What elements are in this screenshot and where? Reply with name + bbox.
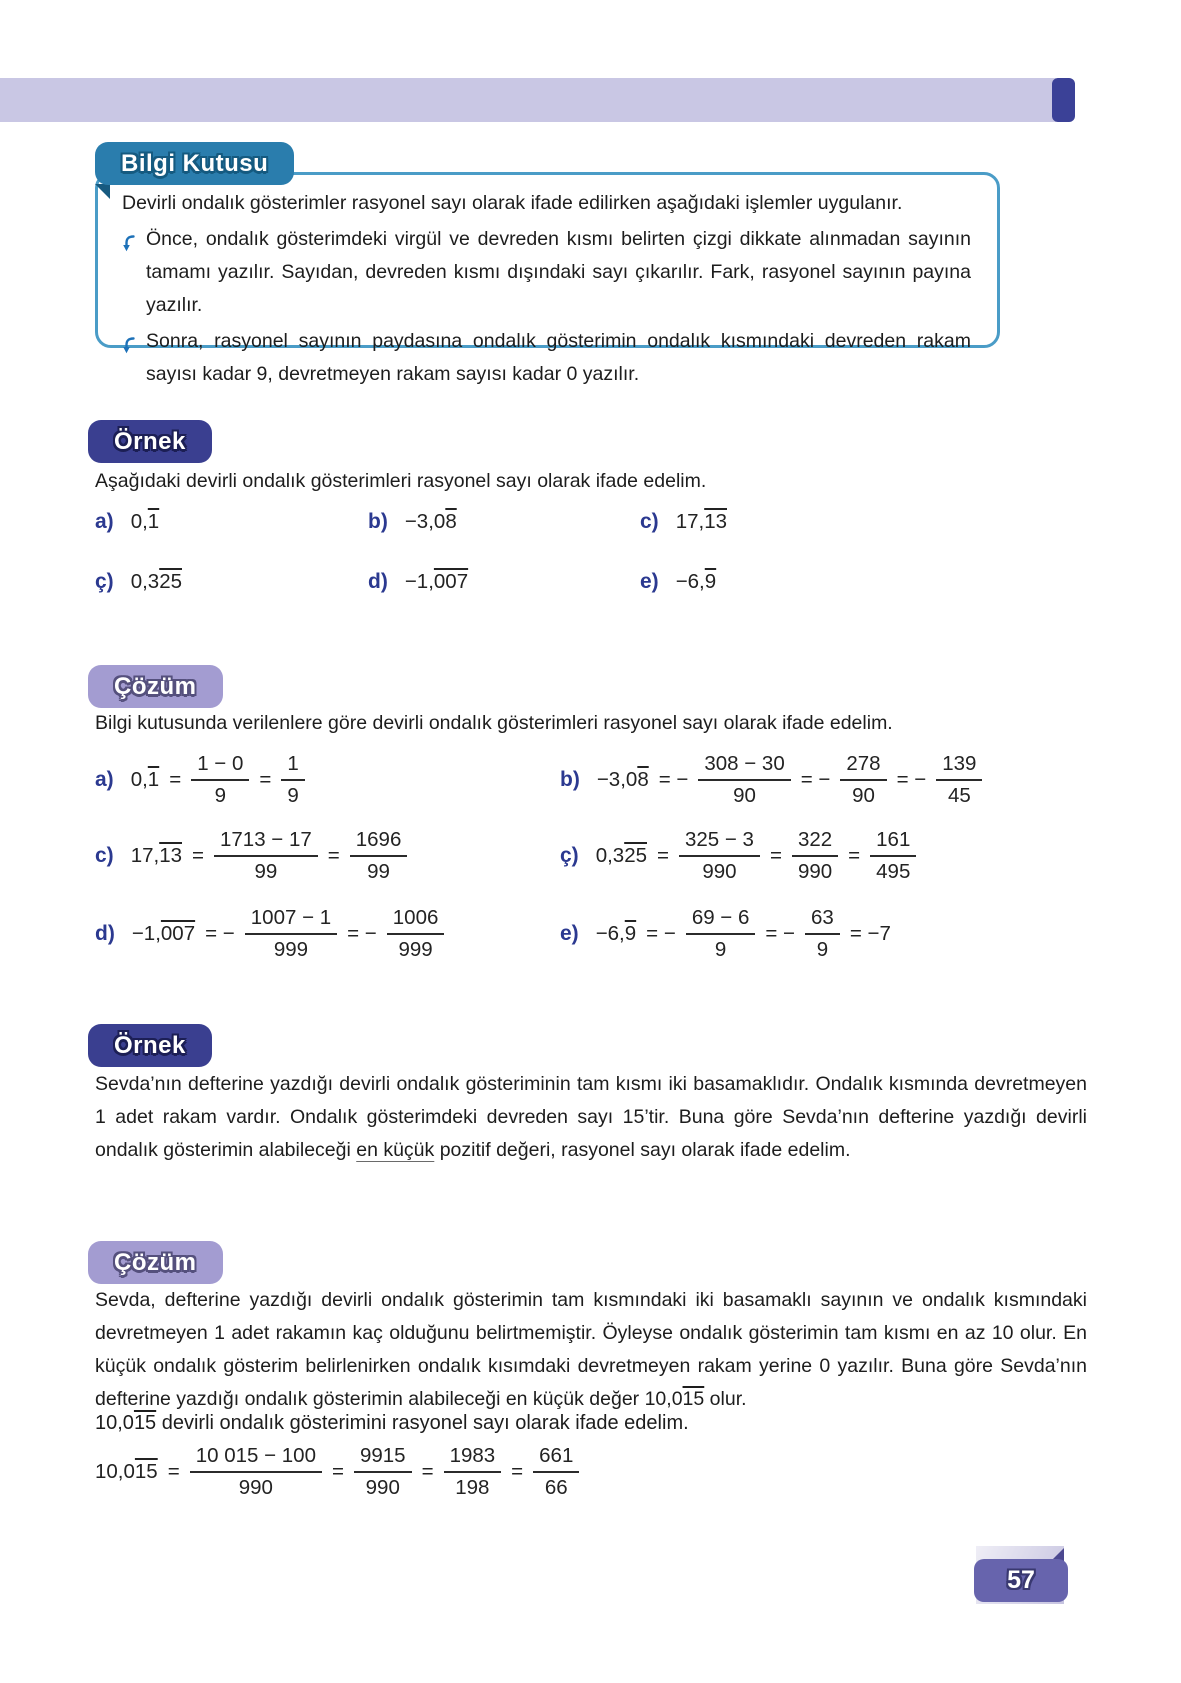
fraction — [840, 752, 886, 808]
equals-op: = − — [800, 768, 831, 791]
example-item-c — [640, 510, 727, 534]
denominator: 66 — [544, 1476, 568, 1499]
pin-arrow-icon — [122, 230, 135, 322]
result-value: = −7 — [849, 922, 891, 945]
numerator: 1983 — [444, 1444, 502, 1473]
numerator: 161 — [870, 828, 916, 857]
item-label: b) — [368, 510, 388, 533]
solution2-paragraph — [95, 1284, 1087, 1416]
fraction — [870, 828, 916, 884]
numerator: 63 — [805, 906, 840, 935]
numerator: 1713 − 17 — [214, 828, 318, 857]
info-box-title-badge: Bilgi Kutusu — [95, 142, 294, 185]
denominator: 90 — [733, 784, 756, 807]
numerator: 278 — [840, 752, 886, 781]
info-box-badge-fold — [95, 184, 110, 199]
repeating-decimal — [95, 1460, 158, 1484]
info-box-intro: Devirli ondalık gösterimler rasyonel sayı olarak ifade edilirken aşağıdaki işlemler uygulanır. — [122, 192, 903, 214]
example2-paragraph — [95, 1068, 1087, 1167]
repeating-part: 25 — [159, 570, 182, 593]
solution-equation-b — [560, 752, 982, 808]
fraction — [354, 1444, 412, 1500]
numerator: 1696 — [350, 828, 408, 857]
item-label: d) — [368, 570, 388, 593]
solution-badge: Çözüm — [88, 1241, 223, 1284]
info-bullet-2 — [122, 325, 971, 391]
repeating-part: 8 — [637, 768, 649, 791]
equals-op: = − — [765, 922, 796, 945]
example-badge: Örnek — [88, 420, 212, 463]
fraction — [805, 906, 840, 962]
repeating-decimal — [405, 570, 468, 594]
equals-op: = — [259, 768, 272, 791]
repeating-decimal — [405, 510, 457, 534]
denominator: 9 — [287, 784, 299, 807]
repeating-decimal — [131, 768, 160, 792]
denominator: 990 — [797, 860, 833, 883]
item-label: ç) — [95, 570, 114, 593]
fraction — [281, 752, 304, 808]
example-item-e — [640, 570, 716, 594]
equals-op: = − — [896, 768, 927, 791]
repeating-decimal — [131, 510, 160, 534]
equals-op: = − — [347, 922, 377, 945]
page-number-badge: 57 — [974, 1559, 1068, 1602]
solution-intro: Bilgi kutusunda verilenlere göre devirli ondalık gösterimleri rasyonel sayı olarak ifade edelim. — [95, 712, 893, 734]
item-label: d) — [95, 922, 115, 945]
repeating-decimal — [596, 844, 647, 868]
item-label: e) — [640, 570, 659, 593]
underlined-phrase: en küçük — [356, 1139, 435, 1161]
decimal-text: −3,0 — [596, 768, 638, 791]
equals-op: = — [327, 844, 340, 867]
fraction — [698, 752, 790, 808]
denominator: 999 — [398, 938, 433, 961]
repeating-decimal — [676, 510, 727, 534]
solution-equation-d — [95, 906, 444, 962]
fraction — [387, 906, 445, 962]
denominator: 9 — [714, 938, 727, 961]
equals-op: = − — [205, 922, 235, 945]
numerator: 69 − 6 — [686, 906, 756, 935]
fraction — [350, 828, 408, 884]
decimal-text: −3,0 — [404, 510, 446, 533]
repeating-decimal — [132, 922, 195, 946]
fraction — [245, 906, 337, 962]
paragraph-text: olur. — [704, 1388, 747, 1410]
repeating-part: 1 — [147, 768, 160, 791]
equals-op: = — [511, 1460, 524, 1483]
example-intro: Aşağıdaki devirli ondalık gösterimleri rasyonel sayı olarak ifade edelim. — [95, 470, 707, 492]
equals-op: = — [657, 844, 669, 867]
denominator: 99 — [254, 860, 278, 883]
info-box — [95, 172, 1000, 385]
denominator: 990 — [365, 1476, 400, 1499]
info-bullet-text: Sonra, rasyonel sayının paydasına ondalık gösterimin ondalık kısmındaki devreden rakam sayısı kadar 9, devretmeyen rakam sayısı kadar 0 yazılır. — [146, 330, 971, 385]
denominator: 9 — [816, 938, 829, 961]
decimal-text: 17, — [130, 844, 160, 867]
repeating-decimal — [131, 570, 182, 594]
fraction — [792, 828, 838, 884]
page-header-bar-cap — [1052, 78, 1075, 122]
example-item-c2 — [95, 570, 182, 594]
pin-arrow-icon — [122, 332, 135, 391]
item-label: c) — [640, 510, 659, 533]
solution-equation-c2 — [560, 828, 916, 884]
solution-badge: Çözüm — [88, 665, 223, 708]
item-label: a) — [95, 510, 114, 533]
example-item-d — [368, 570, 468, 594]
equals-op: = — [192, 844, 204, 867]
item-label: e) — [560, 922, 579, 945]
repeating-part: 007 — [433, 570, 469, 593]
fraction — [686, 906, 756, 962]
equals-op: = — [848, 844, 861, 867]
decimal-text: −6, — [595, 922, 625, 945]
denominator: 495 — [876, 860, 911, 883]
numerator: 1 − 0 — [191, 752, 249, 781]
item-label: ç) — [560, 844, 579, 867]
denominator: 9 — [214, 784, 226, 807]
item-label: c) — [95, 844, 114, 867]
repeating-decimal — [676, 570, 716, 594]
example-badge: Örnek — [88, 1024, 212, 1067]
repeating-part: 007 — [160, 922, 196, 945]
solution-equation-c — [95, 828, 407, 884]
numerator: 308 − 30 — [698, 752, 790, 781]
numerator: 139 — [936, 752, 982, 781]
repeating-part: 9 — [704, 570, 717, 593]
fraction — [936, 752, 982, 808]
decimal-text: 17, — [675, 510, 705, 533]
example-item-a — [95, 510, 159, 534]
fraction — [190, 1444, 322, 1500]
repeating-part: 15 — [134, 1460, 158, 1483]
decimal-text: −6, — [675, 570, 705, 593]
numerator: 10 015 − 100 — [190, 1444, 322, 1473]
equals-op: = − — [658, 768, 689, 791]
solution-equation-e — [560, 906, 891, 962]
numerator: 9915 — [354, 1444, 412, 1473]
solution2-line2 — [95, 1412, 689, 1435]
decimal-text: 10,0 — [95, 1460, 135, 1483]
denominator: 990 — [238, 1476, 273, 1499]
numerator: 1007 − 1 — [245, 906, 337, 935]
equals-op: = — [167, 1460, 180, 1483]
repeating-part: 15 — [133, 1412, 157, 1434]
info-bullet-text: Önce, ondalık gösterimdeki virgül ve devreden kısmı belirten çizgi dikkate alınmadan sayının tamamı yazılır. Sayıdan, devreden kısmı dışındaki sayı çıkarılır. Fark, rasyonel sayının payına yazılır. — [146, 228, 971, 316]
example-item-b — [368, 510, 457, 534]
fraction — [444, 1444, 502, 1500]
numerator: 322 — [792, 828, 838, 857]
numerator: 1006 — [387, 906, 445, 935]
repeating-part: 25 — [624, 844, 647, 867]
decimal-text: 0,3 — [595, 844, 625, 867]
numerator: 661 — [533, 1444, 579, 1473]
equals-op: = − — [646, 922, 676, 945]
numerator: 1 — [281, 752, 304, 781]
page-header-bar — [0, 78, 1056, 122]
paragraph-text: pozitif değeri, rasyonel sayı olarak ifade edelim. — [434, 1139, 851, 1161]
decimal-text: 0,3 — [130, 570, 160, 593]
decimal-text: 0, — [130, 768, 148, 791]
denominator: 990 — [702, 860, 737, 883]
solution-equation-a — [95, 752, 305, 808]
equals-op: = — [331, 1460, 344, 1483]
paragraph-text: Sevda’nın defterine yazdığı devirli ondalık gösteriminin tam kısmı iki basamaklıdır. Ondalık kısmında devretmeyen 1 adet rakam vardır. Ondalık gösterimdeki devreden sayı 15’tir. Buna göre Sevda’nın defterine yazdığı devirli ondalık gösterimin alabileceği — [95, 1073, 1087, 1161]
repeating-decimal — [596, 922, 636, 946]
decimal-text: 10,0 — [95, 1412, 134, 1434]
fraction — [191, 752, 249, 808]
equals-op: = — [421, 1460, 434, 1483]
repeating-part: 13 — [159, 844, 182, 867]
paragraph-text: Sevda, defterine yazdığı devirli ondalık gösterimin tam kısmındaki iki basamaklı sayının ve ondalık kısmındaki devretmeyen 1 adet rakamın kaç olduğunu belirtmemiştir. Öyleyse ondalık gösterimin tam kısmı en az 10 olur. En küçük ondalık gösterim belirlenirken ondalık kısımdaki devretmeyen rakam yerine 0 yazılır. Buna göre Sevda’nın defterine yazdığı ondalık gösterimin alabileceği en küçük değer 10,0 — [95, 1289, 1087, 1410]
decimal-text: −1, — [404, 570, 434, 593]
fraction — [214, 828, 318, 884]
info-bullet-1 — [122, 223, 971, 322]
item-label: b) — [560, 768, 580, 791]
decimal-text: 0, — [130, 510, 148, 533]
repeating-part: 9 — [624, 922, 637, 945]
denominator: 99 — [367, 860, 390, 883]
equals-op: = — [769, 844, 782, 867]
repeating-decimal — [597, 768, 649, 792]
item-label: a) — [95, 768, 114, 791]
repeating-part: 13 — [704, 510, 727, 533]
denominator: 198 — [455, 1476, 490, 1499]
denominator: 90 — [852, 784, 875, 807]
denominator: 999 — [273, 938, 309, 961]
decimal-text: −1, — [131, 922, 161, 945]
final-equation — [95, 1444, 579, 1500]
numerator: 325 − 3 — [679, 828, 760, 857]
repeating-part: 1 — [147, 510, 160, 533]
equals-op: = — [169, 768, 182, 791]
fraction — [533, 1444, 579, 1500]
fraction — [679, 828, 760, 884]
paragraph-text: devirli ondalık gösterimini rasyonel sayı olarak ifade edelim. — [156, 1412, 689, 1434]
denominator: 45 — [947, 784, 971, 807]
repeating-part: 8 — [445, 510, 457, 533]
repeating-decimal — [131, 844, 182, 868]
repeating-part: 15 — [682, 1388, 705, 1410]
